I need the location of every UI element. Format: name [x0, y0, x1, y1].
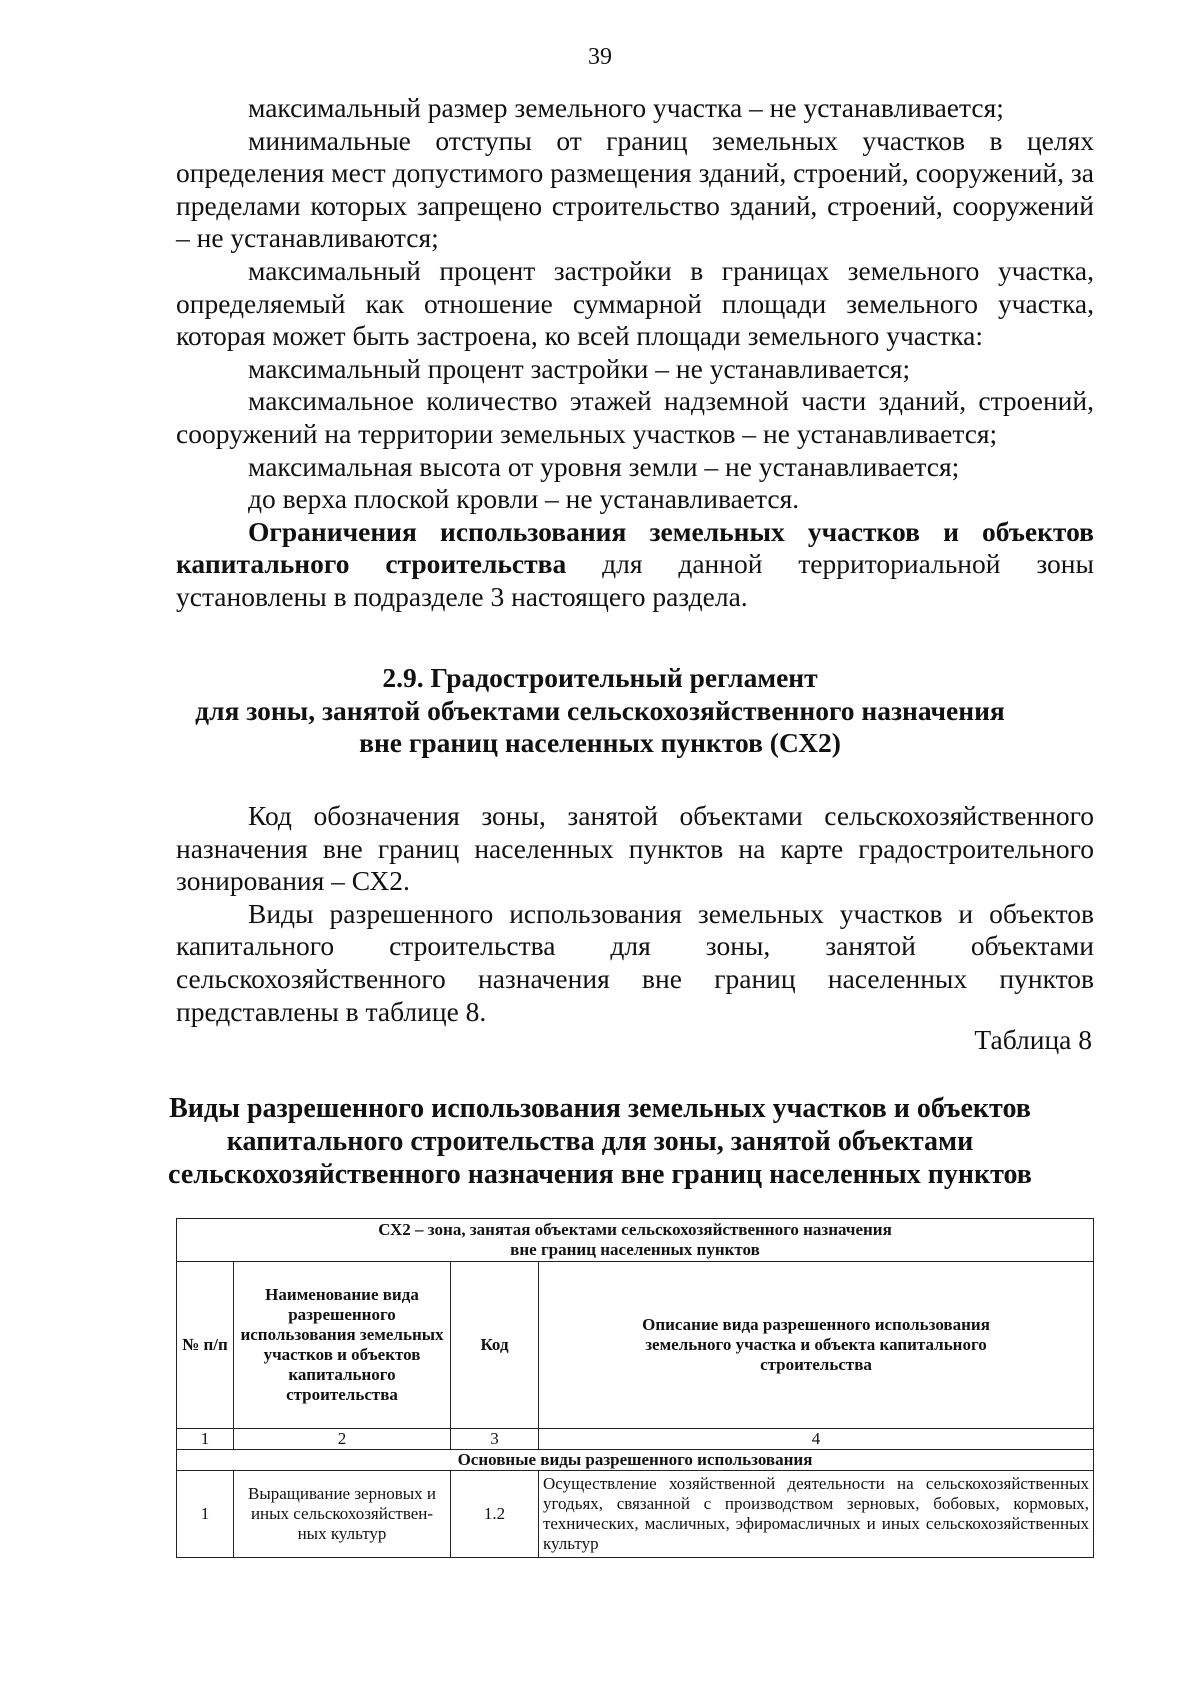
zone-header-line: СХ2 – зона, занятая объектами сельскохозяйственного назначения: [378, 1220, 892, 1239]
restrictions-text: для данной территориальной зоны установлены в подразделе 3 настоящего раздела.: [176, 548, 1094, 612]
permitted-use-table: [176, 1218, 1094, 1558]
column-header-row: [177, 1262, 1094, 1429]
col-number: 2: [234, 1429, 451, 1450]
col-header-code: Код: [451, 1262, 539, 1429]
row-name: Выращивание зерновых и иных сельскохозяйствен-ных культур: [234, 1471, 451, 1558]
column-number-row: [177, 1429, 1094, 1450]
paragraph: минимальные отступы от границ земельных участков в целях определения мест допустимого размещения зданий, строений, сооружений, за пределами которых запрещено строительство зданий, строений, сооружений – не устанавливаются;: [176, 124, 1094, 254]
col-header-name: Наименование вида разрешенного использования земельных участков и объектов капитального строительства: [234, 1262, 451, 1429]
table-caption: Таблица 8: [974, 1024, 1092, 1055]
section-text: [176, 800, 1094, 1028]
row-num: 1: [177, 1471, 234, 1558]
section-heading-line: для зоны, занятой объектами сельскохозяйственного назначения: [195, 694, 1005, 726]
row-code: 1.2: [451, 1471, 539, 1558]
zone-header-cell: [177, 1219, 1094, 1262]
table-title-line: капитального строительства для зоны, занятой объектами: [226, 1126, 974, 1157]
section-heading-line: вне границ населенных пунктов (СХ2): [359, 727, 841, 759]
paragraph: максимальная высота от уровня земли – не устанавливается;: [248, 450, 960, 482]
paragraph: максимальный процент застройки – не устанавливается;: [248, 352, 911, 384]
col-number: 1: [177, 1429, 234, 1450]
paragraph: Код обозначения зоны, занятой объектами сельскохозяйственного назначения вне границ населенных пунктов на карте градостроительного зонирования – СХ2.: [176, 800, 1094, 897]
page-number: 39: [588, 44, 612, 70]
regulation-text: [176, 92, 1094, 614]
restrictions-bold: Ограничения использования земельных участков и объектов капитального строительства: [176, 515, 1094, 580]
table-title-line: Виды разрешенного использования земельных участков и объектов: [169, 1093, 1031, 1124]
table-title-line: сельскохозяйственного назначения вне границ населенных пунктов: [168, 1159, 1032, 1190]
paragraph: Виды разрешенного использования земельных участков и объектов капитального строительства для зоны, занятой объектами сельскохозяйственного назначения вне границ населенных пунктов представлены в таблице 8.: [176, 897, 1094, 1027]
restrictions-paragraph: [176, 516, 1094, 614]
section-heading-line: 2.9. Градостроительный регламент: [382, 662, 818, 693]
paragraph: максимальный процент застройки в границах земельного участка, определяемый как отношение суммарной площади земельного участка, которая может быть застроена, ко всей площади земельного участка:: [176, 254, 1094, 352]
col-header-num: № п/п: [177, 1262, 234, 1429]
group-header: Основные виды разрешенного использования: [177, 1450, 1094, 1471]
paragraph: до верха плоской кровли – не устанавливается.: [248, 483, 800, 515]
table-title: [0, 1092, 1200, 1191]
row-desc: Осуществление хозяйственной деятельности на сельскохозяйственных угодьях, связанной с производством зерновых, бобовых, кормовых, технических, масличных, эфиромасличных и иных сельскохозяйственных культур: [539, 1471, 1094, 1558]
group-header-row: [177, 1450, 1094, 1471]
zone-header-row: [177, 1219, 1094, 1262]
table-row: [177, 1471, 1094, 1558]
paragraph: максимальный размер земельного участка – не устанавливается;: [248, 92, 1004, 123]
col-header-desc: Описание вида разрешенного использования земельного участка и объекта капитального строительства: [539, 1262, 1094, 1429]
col-number: 3: [451, 1429, 539, 1450]
col-number: 4: [539, 1429, 1094, 1450]
zone-header-line: вне границ населенных пунктов: [510, 1240, 760, 1259]
section-heading: [0, 662, 1200, 760]
paragraph: максимальное количество этажей надземной части зданий, строений, сооружений на территории земельных участков – не устанавливается;: [176, 385, 1094, 449]
